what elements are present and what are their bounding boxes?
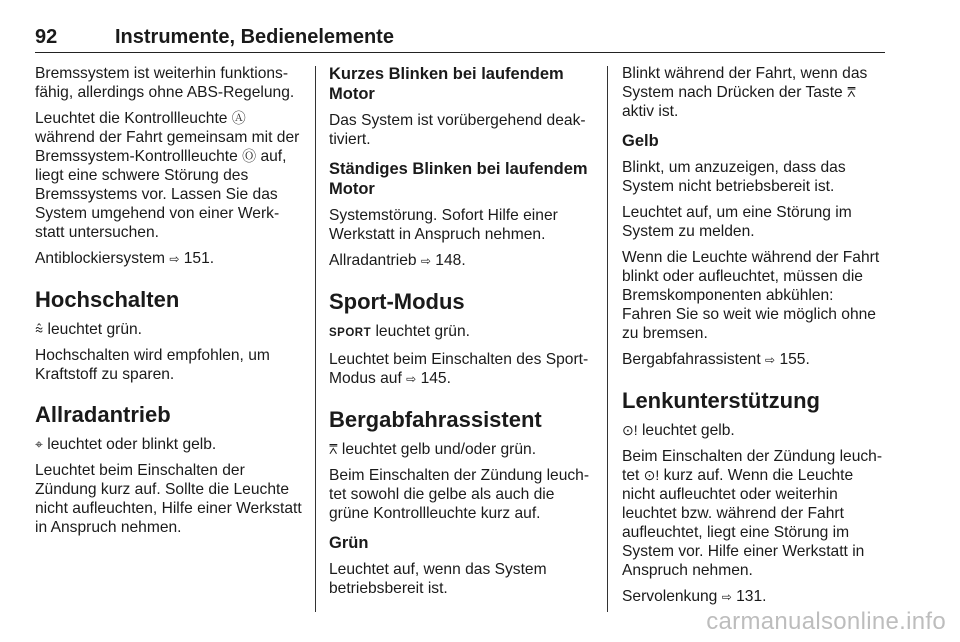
text: Allradantrieb [329,252,421,269]
text: Leuchtet die Kontrollleuchte [35,110,232,127]
text: Blinkt während der Fahrt, wenn das System nach Drücken der Taste [622,65,868,101]
arrow-icon: ⇨ [420,254,431,268]
paragraph [35,320,303,339]
section-heading: Allradantrieb [35,402,171,427]
page-reference[interactable]: 155. [779,351,810,368]
paragraph [329,440,594,459]
text: Bergabfahrassistent [622,351,766,368]
hill-descent-icon: ⩞ [847,84,856,100]
column-divider [607,66,608,612]
page-title: Instrumente, Bedienelemente [115,26,394,48]
paragraph [622,447,887,580]
paragraph: Wenn die Leuchte während der Fahrt blinkt oder aufleuchtet, müssen die Bremskomponenten abkühlen: Fahren Sie so weit wie möglich ohne zu bremsen. [622,249,880,342]
paragraph: Hochschalten wird empfohlen, um Kraftstoff zu sparen. [35,347,270,383]
paragraph: Blinkt, um anzuzeigen, dass das System nicht betriebsbereit ist. [622,159,846,195]
column-2 [329,64,594,605]
subheading: Kurzes Blinken bei laufendem Motor [329,65,564,103]
paragraph: Leuchtet auf, um eine Störung im System zu melden. [622,204,852,240]
page-reference[interactable]: 145. [420,370,451,387]
section-heading: Lenkunterstützung [622,388,820,413]
page-reference[interactable]: 151. [183,250,215,267]
paragraph: Bremssystem ist weiterhin funktionsfähig, allerdings ohne ABS-Regelung. [35,65,295,101]
paragraph [35,435,303,454]
hill-descent-icon: ⩞ [329,441,338,457]
column-divider [315,66,316,612]
section-heading: Bergabfahrassistent [329,407,542,432]
column-3 [622,64,887,614]
paragraph: Beim Einschalten der Zündung leuchtet sowohl die gelbe als auch die grüne Kontrollleuchte kurz auf. [329,467,590,522]
steering-warning-icon: ⊙! [643,467,660,483]
brake-warning-icon: Ⓞ [242,148,257,164]
steering-warning-icon: ⊙! [622,422,638,438]
column-1 [35,64,303,544]
abs-icon: Ⓐ [231,110,246,126]
text: Beim Einschalten der Zündung leuchtet [622,448,883,484]
paragraph [622,421,887,440]
paragraph: Leuchtet auf, wenn das System betriebsbereit ist. [329,561,547,597]
text: während der Fahrt gemeinsam mit der Bremssystem-Kontrollleuchte [35,129,300,165]
subheading: Ständiges Blinken bei laufendem Motor [329,160,588,198]
paragraph [622,64,887,121]
text: Servolenkung [622,588,722,605]
paragraph: Das System ist vorübergehend deaktiviert. [329,112,586,148]
text: leuchtet gelb und/oder grün. [337,441,537,458]
subheading: Gelb [622,132,659,150]
text: Antiblockiersystem [35,250,170,267]
page-number: 92 [35,26,58,48]
cross-reference [329,251,594,271]
cross-reference [622,350,887,370]
arrow-icon: ⇨ [169,252,180,266]
subheading: Grün [329,534,369,552]
paragraph [35,109,303,242]
arrow-icon: ⇨ [406,372,417,386]
upshift-icon: ⩯ [35,321,44,337]
text: auf, liegt eine schwere Störung des Bremssystems vor. Lassen Sie das System umgehend von einer Werkstatt untersuchen. [35,148,287,241]
page-reference[interactable]: 131. [736,588,767,605]
section-heading: Hochschalten [35,287,180,312]
arrow-icon: ⇨ [721,590,732,604]
sport-icon: SPORT [329,327,372,339]
text: leuchtet gelb. [637,422,735,439]
text: kurz auf. Wenn die Leuchte nicht aufleuchtet oder weiterhin leuchtet bzw. während der Fahrt aufleuchtet, liegt eine Störung im System vor. Hilfe einer Werkstatt in Anspruch nehmen. [622,467,865,579]
text: leuchtet grün. [43,321,143,338]
cross-reference [35,249,303,269]
text: Leuchtet beim Einschalten des Sport-Modus auf [329,351,589,387]
paragraph: Leuchtet beim Einschalten der Zündung kurz auf. Sollte die Leuchte nicht aufleuchten, Hilfe einer Werkstatt in Anspruch nehmen. [35,462,302,536]
page-reference[interactable]: 148. [435,252,466,269]
paragraph [329,322,594,343]
watermark: carmanualsonline.info [706,608,946,635]
arrow-icon: ⇨ [765,353,776,367]
cross-reference [622,587,887,607]
paragraph [329,350,594,389]
page-header [35,24,885,53]
text: aktiv ist. [622,103,679,120]
section-heading: Sport-Modus [329,289,465,314]
awd-icon: ⌖ [35,436,43,452]
paragraph: Systemstörung. Sofort Hilfe einer Werkstatt in Anspruch nehmen. [329,207,558,243]
text: leuchtet grün. [371,323,470,340]
text: leuchtet oder blinkt gelb. [42,436,217,453]
